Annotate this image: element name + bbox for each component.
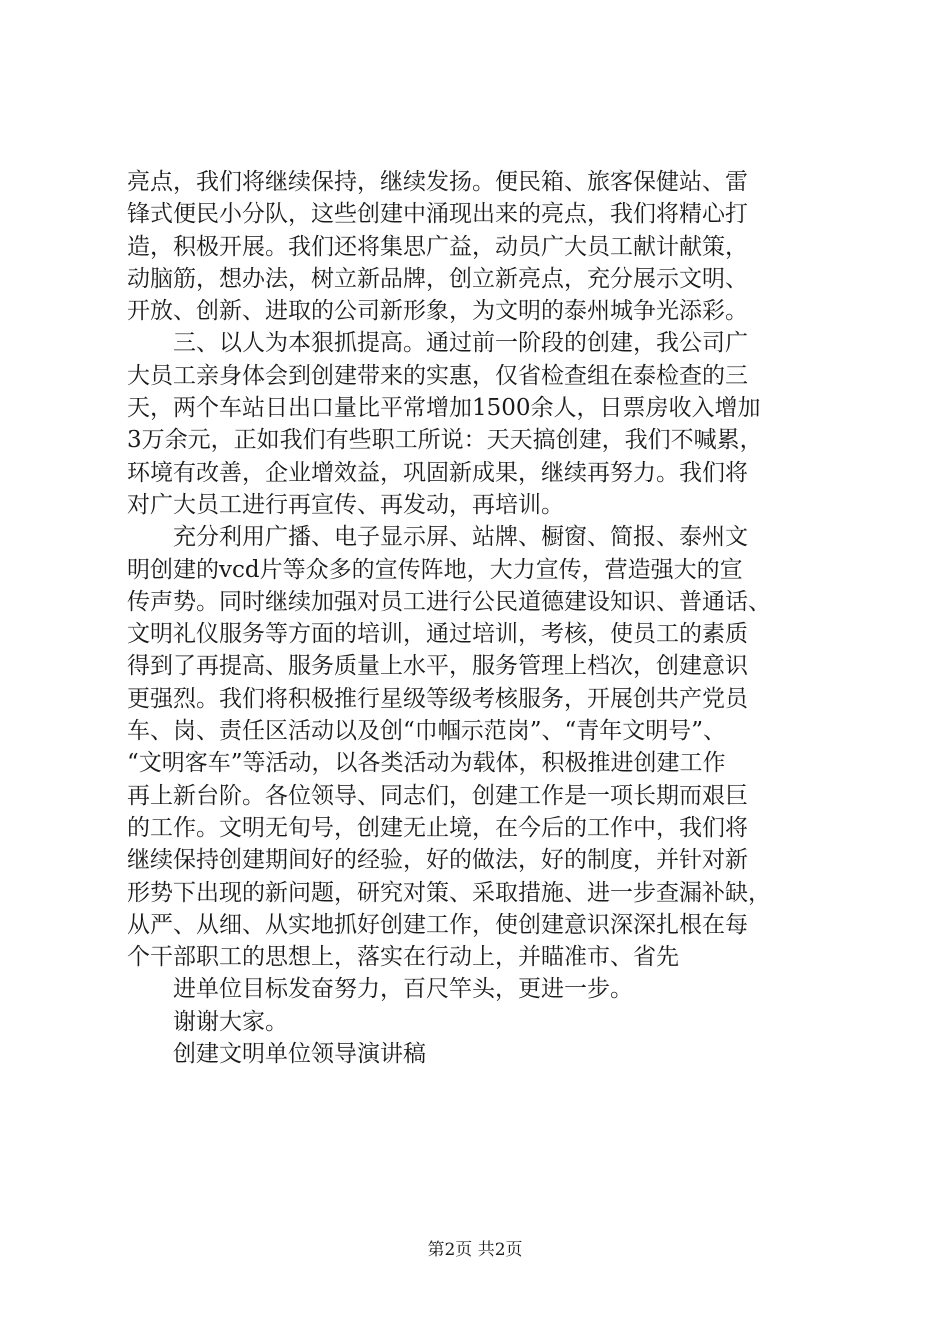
text-line: 车、岗、责任区活动以及创“巾帼示范岗”、“青年文明号”、 (127, 718, 727, 745)
text-line: 对广大员工进行再宣传、再发动，再培训。 (127, 491, 564, 518)
text-line: 明创建的vcd片等众多的宣传阵地，大力宣传，营造强大的宣 (127, 556, 743, 583)
text-line: 形势下出现的新问题，研究对策、采取措施、进一步查漏补缺， (127, 879, 771, 906)
text-line: 个干部职工的思想上，落实在行动上，并瞄准市、省先 (127, 944, 679, 971)
text-line: 动脑筋，想办法，树立新品牌，创立新亮点，充分展示文明、 (127, 265, 748, 292)
text-line: 造，积极开展。我们还将集思广益，动员广大员工献计献策， (127, 233, 748, 260)
text-line: 再上新台阶。各位领导、同志们，创建工作是一项长期而艰巨 (127, 782, 748, 809)
text-line: 3万余元，正如我们有些职工所说：天天搞创建，我们不喊累， (127, 427, 763, 454)
text-line: 继续保持创建期间好的经验，好的做法，好的制度，并针对新 (127, 847, 748, 874)
text-line: 大员工亲身体会到创建带来的实惠，仅省检查组在泰检查的三 (127, 362, 748, 389)
text-line: 更强烈。我们将积极推行星级等级考核服务，开展创共产党员 (127, 685, 748, 712)
text-line: 从严、从细、从实地抓好创建工作，使创建意识深深扎根在每 (127, 911, 748, 938)
text-line: 开放、创新、进取的公司新形象，为文明的泰州城争光添彩。 (127, 298, 748, 325)
text-line: 三、以人为本狠抓提高。通过前一阶段的创建，我公司广 (173, 330, 748, 357)
text-line: 天，两个车站日出口量比平常增加1500余人，日票房收入增加 (127, 395, 761, 422)
text-line: 环境有改善，企业增效益，巩固新成果，继续再努力。我们将 (127, 459, 748, 486)
text-line: 得到了再提高、服务质量上水平，服务管理上档次，创建意识 (127, 653, 748, 680)
text-line: 充分利用广播、电子显示屏、站牌、橱窗、简报、泰州文 (173, 524, 748, 551)
document-title-line: 创建文明单位领导演讲稿 (173, 1041, 426, 1068)
text-line: 锋式便民小分队，这些创建中涌现出来的亮点，我们将精心打 (127, 201, 748, 228)
text-line: 文明礼仪服务等方面的培训，通过培训，考核，使员工的素质 (127, 621, 748, 648)
text-line: 传声势。同时继续加强对员工进行公民道德建设知识、普通话、 (127, 588, 771, 615)
text-line: 谢谢大家。 (173, 1008, 288, 1035)
document-body (127, 166, 827, 1070)
text-line: 亮点，我们将继续保持，继续发扬。便民箱、旅客保健站、雷 (127, 169, 748, 195)
page-number-footer: 第2页 共2页 (427, 1240, 523, 1260)
text-line: “文明客车”等活动，以各类活动为载体，积极推进创建工作 (127, 750, 726, 777)
text-line: 的工作。文明无旬号，创建无止境，在今后的工作中，我们将 (127, 814, 748, 841)
text-line: 进单位目标发奋努力，百尺竿头，更进一步。 (173, 976, 633, 1003)
